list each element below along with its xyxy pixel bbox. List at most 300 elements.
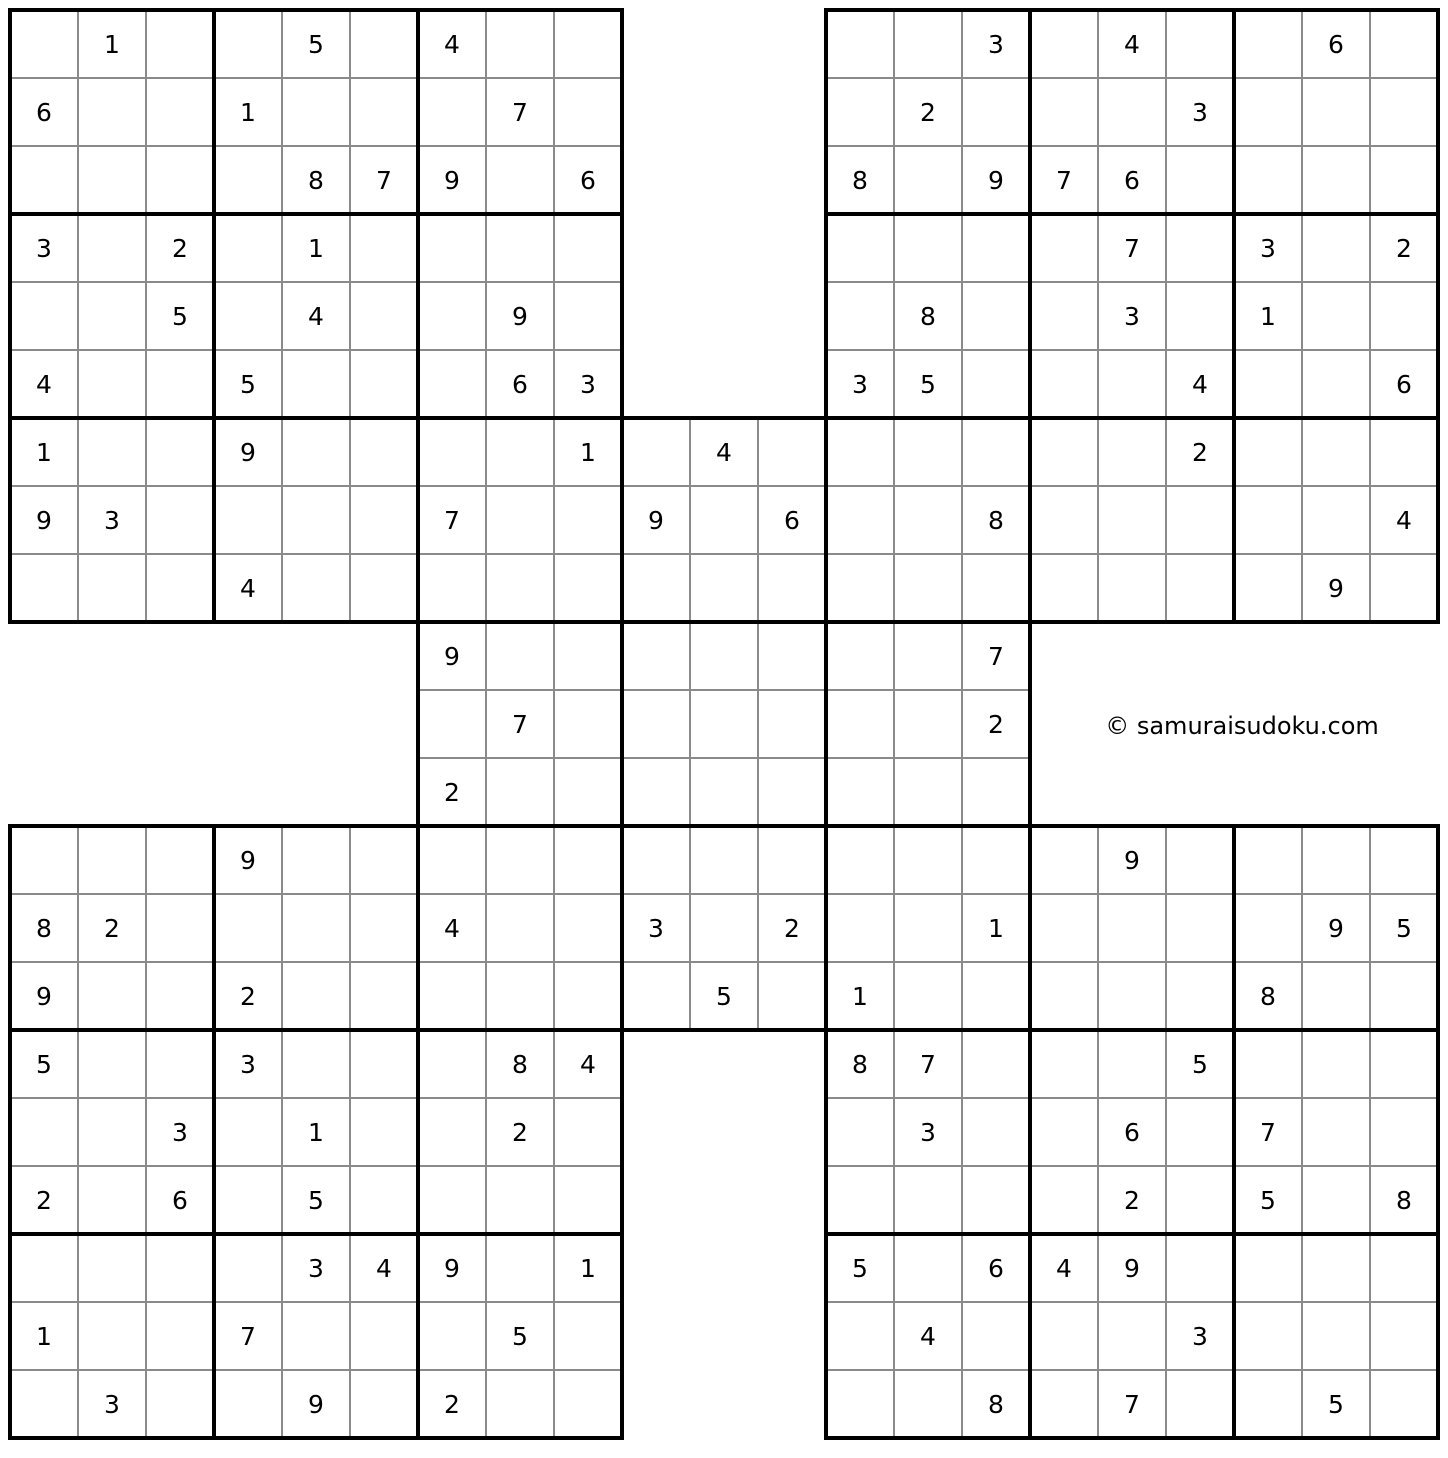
sudoku-cell-r9-c18[interactable] [1166,554,1234,622]
sudoku-cell-r9-c7[interactable] [418,554,486,622]
sudoku-cell-r2-c2[interactable] [78,78,146,146]
sudoku-cell-r20-c15[interactable] [962,1302,1030,1370]
sudoku-cell-r2-c13[interactable] [826,78,894,146]
sudoku-cell-r9-c8[interactable] [486,554,554,622]
sudoku-cell-r13-c9[interactable] [554,826,622,894]
sudoku-cell-r2-c20[interactable] [1302,78,1370,146]
sudoku-cell-r3-c1[interactable] [10,146,78,214]
sudoku-cell-r10-c9[interactable] [554,622,622,690]
sudoku-cell-r1-c8[interactable] [486,10,554,78]
sudoku-cell-r9-c2[interactable] [78,554,146,622]
sudoku-cell-r16-c7[interactable] [418,1030,486,1098]
sudoku-cell-r13-c10[interactable] [622,826,690,894]
sudoku-cell-r13-c6[interactable] [350,826,418,894]
sudoku-cell-r7-c3[interactable] [146,418,214,486]
sudoku-cell-r11-c9[interactable] [554,690,622,758]
sudoku-cell-r21-c13[interactable] [826,1370,894,1438]
sudoku-cell-r16-c15[interactable] [962,1030,1030,1098]
sudoku-cell-r7-c13[interactable] [826,418,894,486]
sudoku-cell-r21-c18[interactable] [1166,1370,1234,1438]
sudoku-cell-r8-c4[interactable] [214,486,282,554]
given-digit: 3 [920,1118,936,1147]
sudoku-cell-r6-c2[interactable] [78,350,146,418]
sudoku-cell-r9-c1[interactable] [10,554,78,622]
given-digit: 8 [852,1050,868,1079]
sudoku-cell-r21-c8[interactable] [486,1370,554,1438]
given-digit: 5 [308,30,324,59]
sudoku-cell-r10-c10[interactable] [622,622,690,690]
sudoku-cell-r17-c13[interactable] [826,1098,894,1166]
sudoku-cell-r9-c14[interactable] [894,554,962,622]
sudoku-cell-r6-c7[interactable] [418,350,486,418]
sudoku-cell-r14-c17[interactable] [1098,894,1166,962]
sudoku-cell-r7-c21[interactable] [1370,418,1438,486]
given-digit: 2 [1192,438,1208,467]
sudoku-cell-r13-c21[interactable] [1370,826,1438,894]
sudoku-cell-r5-c4[interactable] [214,282,282,350]
given-digit: 2 [512,1118,528,1147]
sudoku-cell-r20-c21[interactable] [1370,1302,1438,1370]
sudoku-cell-r17-c7[interactable] [418,1098,486,1166]
sudoku-cell-r17-c6[interactable] [350,1098,418,1166]
given-digit: 9 [1328,914,1344,943]
sudoku-cell-r4-c2[interactable] [78,214,146,282]
given-digit: 5 [512,1322,528,1351]
sudoku-cell-r21-c16[interactable] [1030,1370,1098,1438]
sudoku-cell-r20-c7[interactable] [418,1302,486,1370]
sudoku-cell-r18-c16[interactable] [1030,1166,1098,1234]
sudoku-cell-r9-c13[interactable] [826,554,894,622]
sudoku-cell-r20-c13[interactable] [826,1302,894,1370]
sudoku-cell-r20-c19[interactable] [1234,1302,1302,1370]
sudoku-cell-r17-c4[interactable] [214,1098,282,1166]
sudoku-cell-r2-c16[interactable] [1030,78,1098,146]
given-digit: 9 [1124,1254,1140,1283]
sudoku-cell-r12-c13[interactable] [826,758,894,826]
sudoku-cell-r6-c15[interactable] [962,350,1030,418]
sudoku-cell-r20-c2[interactable] [78,1302,146,1370]
sudoku-cell-r18-c4[interactable] [214,1166,282,1234]
sudoku-cell-r11-c7[interactable] [418,690,486,758]
sudoku-cell-r21-c21[interactable] [1370,1370,1438,1438]
copyright-notice: © samuraisudoku.com [1105,712,1379,740]
sudoku-cell-r17-c1[interactable] [10,1098,78,1166]
sudoku-cell-r14-c11[interactable] [690,894,758,962]
given-digit: 7 [1260,1118,1276,1147]
sudoku-cell-r8-c17[interactable] [1098,486,1166,554]
sudoku-cell-r18-c8[interactable] [486,1166,554,1234]
sudoku-cell-r15-c21[interactable] [1370,962,1438,1030]
sudoku-cell-r9-c9[interactable] [554,554,622,622]
sudoku-cell-r12-c9[interactable] [554,758,622,826]
sudoku-cell-r8-c18[interactable] [1166,486,1234,554]
sudoku-cell-r16-c19[interactable] [1234,1030,1302,1098]
sudoku-cell-r3-c21[interactable] [1370,146,1438,214]
sudoku-cell-r6-c16[interactable] [1030,350,1098,418]
sudoku-cell-r15-c16[interactable] [1030,962,1098,1030]
sudoku-cell-r5-c13[interactable] [826,282,894,350]
sudoku-cell-r4-c8[interactable] [486,214,554,282]
sudoku-cell-r1-c19[interactable] [1234,10,1302,78]
sudoku-cell-r18-c15[interactable] [962,1166,1030,1234]
sudoku-cell-r13-c15[interactable] [962,826,1030,894]
sudoku-cell-r11-c12[interactable] [758,690,826,758]
sudoku-cell-r12-c15[interactable] [962,758,1030,826]
sudoku-cell-r20-c17[interactable] [1098,1302,1166,1370]
sudoku-cell-r12-c12[interactable] [758,758,826,826]
sudoku-cell-r19-c8[interactable] [486,1234,554,1302]
sudoku-cell-r5-c16[interactable] [1030,282,1098,350]
given-digit: 3 [580,370,596,399]
sudoku-cell-r1-c18[interactable] [1166,10,1234,78]
sudoku-cell-r18-c2[interactable] [78,1166,146,1234]
sudoku-cell-r11-c11[interactable] [690,690,758,758]
sudoku-cell-r9-c19[interactable] [1234,554,1302,622]
sudoku-cell-r13-c18[interactable] [1166,826,1234,894]
sudoku-cell-r4-c18[interactable] [1166,214,1234,282]
sudoku-cell-r19-c14[interactable] [894,1234,962,1302]
sudoku-cell-r15-c9[interactable] [554,962,622,1030]
sudoku-cell-r14-c9[interactable] [554,894,622,962]
sudoku-cell-r1-c16[interactable] [1030,10,1098,78]
sudoku-cell-r18-c7[interactable] [418,1166,486,1234]
sudoku-cell-r15-c18[interactable] [1166,962,1234,1030]
sudoku-cell-r16-c17[interactable] [1098,1030,1166,1098]
sudoku-cell-r18-c20[interactable] [1302,1166,1370,1234]
sudoku-cell-r20-c9[interactable] [554,1302,622,1370]
sudoku-cell-r20-c16[interactable] [1030,1302,1098,1370]
given-digit: 3 [104,1390,120,1419]
sudoku-cell-r7-c14[interactable] [894,418,962,486]
given-digit: 2 [444,778,460,807]
sudoku-cell-r1-c9[interactable] [554,10,622,78]
given-digit: 3 [36,234,52,263]
sudoku-cell-r8-c6[interactable] [350,486,418,554]
sudoku-cell-r2-c17[interactable] [1098,78,1166,146]
sudoku-cell-r14-c14[interactable] [894,894,962,962]
given-digit: 6 [784,506,800,535]
sudoku-cell-r13-c20[interactable] [1302,826,1370,894]
sudoku-cell-r8-c11[interactable] [690,486,758,554]
sudoku-cell-r13-c16[interactable] [1030,826,1098,894]
given-digit: 3 [172,1118,188,1147]
sudoku-cell-r4-c15[interactable] [962,214,1030,282]
sudoku-cell-r16-c21[interactable] [1370,1030,1438,1098]
sudoku-cell-r12-c8[interactable] [486,758,554,826]
sudoku-cell-r13-c11[interactable] [690,826,758,894]
sudoku-cell-r3-c2[interactable] [78,146,146,214]
sudoku-cell-r17-c2[interactable] [78,1098,146,1166]
sudoku-cell-r5-c21[interactable] [1370,282,1438,350]
sudoku-cell-r17-c20[interactable] [1302,1098,1370,1166]
sudoku-cell-r2-c6[interactable] [350,78,418,146]
given-digit: 8 [308,166,324,195]
sudoku-cell-r21-c4[interactable] [214,1370,282,1438]
sudoku-cell-r10-c11[interactable] [690,622,758,690]
sudoku-cell-r11-c14[interactable] [894,690,962,758]
sudoku-cell-r16-c6[interactable] [350,1030,418,1098]
sudoku-cell-r7-c17[interactable] [1098,418,1166,486]
sudoku-cell-r18-c18[interactable] [1166,1166,1234,1234]
sudoku-cell-r2-c21[interactable] [1370,78,1438,146]
sudoku-cell-r14-c16[interactable] [1030,894,1098,962]
sudoku-cell-r5-c2[interactable] [78,282,146,350]
sudoku-cell-r4-c16[interactable] [1030,214,1098,282]
sudoku-cell-r6-c3[interactable] [146,350,214,418]
sudoku-cell-r4-c14[interactable] [894,214,962,282]
sudoku-cell-r7-c6[interactable] [350,418,418,486]
sudoku-cell-r13-c7[interactable] [418,826,486,894]
given-digit: 4 [716,438,732,467]
sudoku-cell-r8-c5[interactable] [282,486,350,554]
given-digit: 8 [920,302,936,331]
sudoku-cell-r2-c9[interactable] [554,78,622,146]
sudoku-cell-r8-c8[interactable] [486,486,554,554]
sudoku-cell-r3-c8[interactable] [486,146,554,214]
sudoku-cell-r14-c4[interactable] [214,894,282,962]
sudoku-cell-r19-c3[interactable] [146,1234,214,1302]
sudoku-cell-r5-c15[interactable] [962,282,1030,350]
sudoku-cell-r17-c21[interactable] [1370,1098,1438,1166]
given-digit: 4 [444,914,460,943]
given-digit: 4 [1192,370,1208,399]
sudoku-cell-r9-c12[interactable] [758,554,826,622]
sudoku-cell-r2-c15[interactable] [962,78,1030,146]
sudoku-cell-r8-c14[interactable] [894,486,962,554]
sudoku-cell-r13-c5[interactable] [282,826,350,894]
sudoku-cell-r19-c20[interactable] [1302,1234,1370,1302]
sudoku-cell-r17-c16[interactable] [1030,1098,1098,1166]
sudoku-cell-r19-c2[interactable] [78,1234,146,1302]
sudoku-cell-r3-c18[interactable] [1166,146,1234,214]
sudoku-cell-r5-c1[interactable] [10,282,78,350]
sudoku-cell-r10-c8[interactable] [486,622,554,690]
sudoku-cell-r21-c19[interactable] [1234,1370,1302,1438]
sudoku-cell-r8-c16[interactable] [1030,486,1098,554]
sudoku-cell-r5-c20[interactable] [1302,282,1370,350]
sudoku-cell-r15-c6[interactable] [350,962,418,1030]
sudoku-cell-r1-c3[interactable] [146,10,214,78]
sudoku-cell-r13-c3[interactable] [146,826,214,894]
sudoku-cell-r15-c12[interactable] [758,962,826,1030]
sudoku-cell-r7-c10[interactable] [622,418,690,486]
sudoku-cell-r15-c2[interactable] [78,962,146,1030]
sudoku-cell-r21-c9[interactable] [554,1370,622,1438]
sudoku-cell-r7-c16[interactable] [1030,418,1098,486]
sudoku-cell-r14-c8[interactable] [486,894,554,962]
sudoku-cell-r7-c7[interactable] [418,418,486,486]
sudoku-cell-r18-c6[interactable] [350,1166,418,1234]
given-digit: 7 [376,166,392,195]
given-digit: 4 [1124,30,1140,59]
sudoku-cell-r13-c19[interactable] [1234,826,1302,894]
sudoku-cell-r13-c13[interactable] [826,826,894,894]
given-digit: 9 [240,438,256,467]
sudoku-cell-r6-c19[interactable] [1234,350,1302,418]
sudoku-cell-r14-c18[interactable] [1166,894,1234,962]
given-digit: 5 [308,1186,324,1215]
sudoku-cell-r1-c1[interactable] [10,10,78,78]
sudoku-cell-r18-c13[interactable] [826,1166,894,1234]
given-digit: 7 [240,1322,256,1351]
sudoku-cell-r4-c13[interactable] [826,214,894,282]
sudoku-cell-r7-c2[interactable] [78,418,146,486]
sudoku-cell-r19-c21[interactable] [1370,1234,1438,1302]
sudoku-cell-r15-c10[interactable] [622,962,690,1030]
given-digit: 7 [1124,234,1140,263]
sudoku-cell-r1-c14[interactable] [894,10,962,78]
sudoku-cell-r7-c12[interactable] [758,418,826,486]
sudoku-cell-r20-c3[interactable] [146,1302,214,1370]
given-digit: 4 [920,1322,936,1351]
sudoku-cell-r12-c11[interactable] [690,758,758,826]
sudoku-cell-r9-c11[interactable] [690,554,758,622]
sudoku-cell-r16-c3[interactable] [146,1030,214,1098]
sudoku-cell-r4-c6[interactable] [350,214,418,282]
sudoku-cell-r9-c15[interactable] [962,554,1030,622]
sudoku-cell-r16-c20[interactable] [1302,1030,1370,1098]
sudoku-cell-r19-c1[interactable] [10,1234,78,1302]
sudoku-cell-r13-c2[interactable] [78,826,146,894]
sudoku-cell-r16-c16[interactable] [1030,1030,1098,1098]
sudoku-cell-r1-c13[interactable] [826,10,894,78]
sudoku-cell-r14-c6[interactable] [350,894,418,962]
sudoku-cell-r4-c7[interactable] [418,214,486,282]
sudoku-cell-r3-c4[interactable] [214,146,282,214]
sudoku-cell-r15-c7[interactable] [418,962,486,1030]
sudoku-cell-r5-c6[interactable] [350,282,418,350]
given-digit: 5 [1396,914,1412,943]
sudoku-cell-r5-c7[interactable] [418,282,486,350]
sudoku-cell-r3-c14[interactable] [894,146,962,214]
sudoku-cell-r3-c19[interactable] [1234,146,1302,214]
given-digit: 9 [308,1390,324,1419]
given-digit: 7 [1056,166,1072,195]
sudoku-cell-r1-c21[interactable] [1370,10,1438,78]
sudoku-cell-r9-c3[interactable] [146,554,214,622]
sudoku-cell-r19-c18[interactable] [1166,1234,1234,1302]
sudoku-cell-r3-c3[interactable] [146,146,214,214]
sudoku-cell-r21-c1[interactable] [10,1370,78,1438]
sudoku-cell-r13-c14[interactable] [894,826,962,894]
sudoku-cell-r16-c5[interactable] [282,1030,350,1098]
sudoku-cell-r14-c3[interactable] [146,894,214,962]
given-digit: 6 [512,370,528,399]
sudoku-cell-r6-c20[interactable] [1302,350,1370,418]
sudoku-cell-r7-c8[interactable] [486,418,554,486]
sudoku-cell-r4-c9[interactable] [554,214,622,282]
sudoku-cell-r9-c17[interactable] [1098,554,1166,622]
sudoku-cell-r14-c19[interactable] [1234,894,1302,962]
sudoku-cell-r2-c5[interactable] [282,78,350,146]
sudoku-cell-r13-c1[interactable] [10,826,78,894]
sudoku-cell-r19-c19[interactable] [1234,1234,1302,1302]
given-digit: 5 [716,982,732,1011]
given-digit: 9 [444,166,460,195]
sudoku-cell-r21-c14[interactable] [894,1370,962,1438]
sudoku-cell-r5-c18[interactable] [1166,282,1234,350]
sudoku-cell-r1-c6[interactable] [350,10,418,78]
sudoku-cell-r13-c12[interactable] [758,826,826,894]
sudoku-cell-r8-c9[interactable] [554,486,622,554]
sudoku-cell-r8-c13[interactable] [826,486,894,554]
given-digit: 1 [852,982,868,1011]
sudoku-cell-r20-c6[interactable] [350,1302,418,1370]
sudoku-cell-r15-c17[interactable] [1098,962,1166,1030]
sudoku-cell-r17-c9[interactable] [554,1098,622,1166]
sudoku-cell-r9-c21[interactable] [1370,554,1438,622]
given-digit: 7 [444,506,460,535]
given-digit: 2 [104,914,120,943]
sudoku-cell-r8-c3[interactable] [146,486,214,554]
sudoku-cell-r17-c18[interactable] [1166,1098,1234,1166]
sudoku-cell-r4-c20[interactable] [1302,214,1370,282]
sudoku-cell-r10-c13[interactable] [826,622,894,690]
sudoku-cell-r18-c9[interactable] [554,1166,622,1234]
sudoku-cell-r2-c7[interactable] [418,78,486,146]
sudoku-cell-r9-c10[interactable] [622,554,690,622]
sudoku-cell-r14-c13[interactable] [826,894,894,962]
sudoku-cell-r19-c4[interactable] [214,1234,282,1302]
given-digit: 1 [36,1322,52,1351]
sudoku-cell-r10-c12[interactable] [758,622,826,690]
sudoku-cell-r7-c15[interactable] [962,418,1030,486]
sudoku-cell-r15-c14[interactable] [894,962,962,1030]
sudoku-cell-r7-c20[interactable] [1302,418,1370,486]
sudoku-cell-r15-c8[interactable] [486,962,554,1030]
sudoku-cell-r4-c4[interactable] [214,214,282,282]
sudoku-cell-r9-c6[interactable] [350,554,418,622]
sudoku-cell-r21-c3[interactable] [146,1370,214,1438]
sudoku-cell-r15-c20[interactable] [1302,962,1370,1030]
sudoku-cell-r6-c6[interactable] [350,350,418,418]
sudoku-cell-r15-c3[interactable] [146,962,214,1030]
sudoku-cell-r7-c5[interactable] [282,418,350,486]
sudoku-cell-r12-c14[interactable] [894,758,962,826]
sudoku-cell-r10-c14[interactable] [894,622,962,690]
sudoku-cell-r11-c13[interactable] [826,690,894,758]
sudoku-cell-r6-c5[interactable] [282,350,350,418]
given-digit: 5 [920,370,936,399]
sudoku-cell-r14-c5[interactable] [282,894,350,962]
sudoku-cell-r17-c15[interactable] [962,1098,1030,1166]
sudoku-cell-r5-c9[interactable] [554,282,622,350]
sudoku-cell-r9-c5[interactable] [282,554,350,622]
given-digit: 1 [580,1254,596,1283]
given-digit: 2 [172,234,188,263]
sudoku-cell-r7-c19[interactable] [1234,418,1302,486]
sudoku-cell-r8-c19[interactable] [1234,486,1302,554]
sudoku-cell-r3-c20[interactable] [1302,146,1370,214]
given-digit: 2 [444,1390,460,1419]
sudoku-cell-r2-c3[interactable] [146,78,214,146]
sudoku-cell-r15-c5[interactable] [282,962,350,1030]
sudoku-cell-r1-c4[interactable] [214,10,282,78]
sudoku-cell-r20-c5[interactable] [282,1302,350,1370]
sudoku-cell-r9-c16[interactable] [1030,554,1098,622]
sudoku-cell-r6-c17[interactable] [1098,350,1166,418]
sudoku-cell-r2-c19[interactable] [1234,78,1302,146]
sudoku-cell-r11-c10[interactable] [622,690,690,758]
sudoku-cell-r12-c10[interactable] [622,758,690,826]
sudoku-cell-r16-c2[interactable] [78,1030,146,1098]
sudoku-cell-r21-c6[interactable] [350,1370,418,1438]
sudoku-cell-r8-c20[interactable] [1302,486,1370,554]
sudoku-cell-r15-c15[interactable] [962,962,1030,1030]
sudoku-cell-r20-c20[interactable] [1302,1302,1370,1370]
sudoku-cell-r13-c8[interactable] [486,826,554,894]
sudoku-cell-r18-c14[interactable] [894,1166,962,1234]
